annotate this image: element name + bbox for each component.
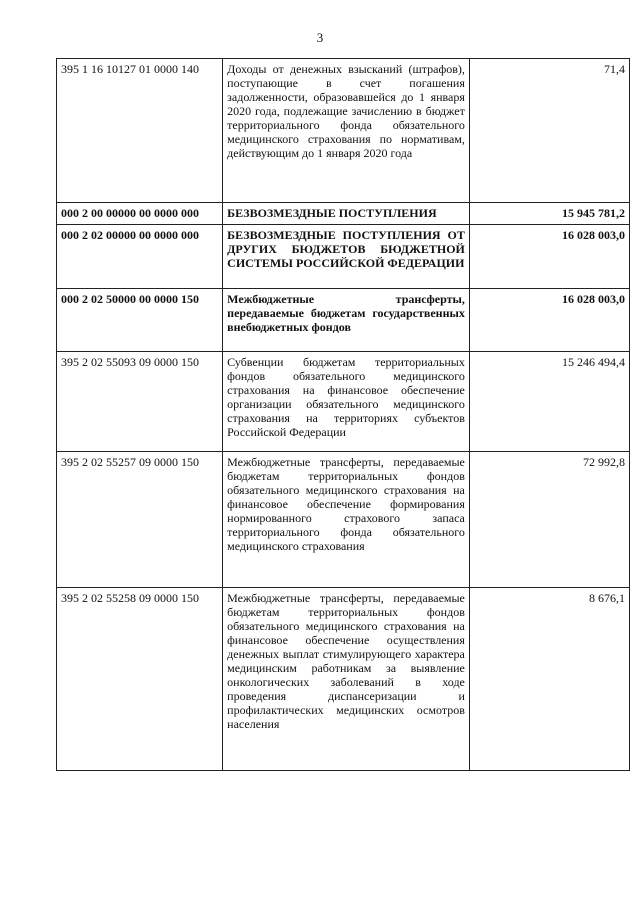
table-row [57,352,630,452]
revenue-amount: 71,4 [469,59,629,203]
table-row [57,588,630,771]
revenue-name: Межбюджетные трансферты, передаваемые бюджетам территориальных фондов обязательного медицинского страхования на финансовое обеспечение формирования нормированного страхового запаса территориального фонда обязательного медицинского страхования [223,452,470,588]
table-row [57,452,630,588]
budget-revenue-table [56,58,630,771]
revenue-name: БЕЗВОЗМЕЗДНЫЕ ПОСТУПЛЕНИЯ [223,203,470,225]
revenue-name: Доходы от денежных взысканий (штрафов), поступающие в счет погашения задолженности, образовавшейся до 1 января 2020 года, подлежащие зачислению в бюджет территориального фонда обязательного медицинского страхования по нормативам, действующим до 1 января 2020 года [223,59,470,203]
revenue-amount: 15 945 781,2 [469,203,629,225]
table-row [57,289,630,352]
table-row [57,225,630,289]
revenue-name: Межбюджетные трансферты, передаваемые бюджетам территориальных фондов обязательного медицинского страхования на финансовое обеспечение осуществления денежных выплат стимулирующего характера медицинским работникам за выявление онкологических заболеваний в ходе проведения диспансеризации и профилактических медицинских осмотров населения [223,588,470,771]
budget-code: 000 2 02 00000 00 0000 000 [57,225,223,289]
revenue-name: БЕЗВОЗМЕЗДНЫЕ ПОСТУПЛЕНИЯ ОТ ДРУГИХ БЮДЖЕТОВ БЮДЖЕТНОЙ СИСТЕМЫ РОССИЙСКОЙ ФЕДЕРАЦИИ [223,225,470,289]
revenue-amount: 15 246 494,4 [469,352,629,452]
page-number: 3 [316,30,324,45]
revenue-name: Межбюджетные трансферты, передаваемые бюджетам государственных внебюджетных фондов [223,289,470,352]
revenue-amount: 16 028 003,0 [469,225,629,289]
budget-code: 395 2 02 55258 09 0000 150 [57,588,223,771]
revenue-amount: 16 028 003,0 [469,289,629,352]
revenue-amount: 72 992,8 [469,452,629,588]
table-row [57,59,630,203]
budget-code: 395 1 16 10127 01 0000 140 [57,59,223,203]
budget-code: 000 2 00 00000 00 0000 000 [57,203,223,225]
revenue-amount: 8 676,1 [469,588,629,771]
table-row [57,203,630,225]
revenue-name: Субвенции бюджетам территориальных фондов обязательного медицинского страхования на финансовое обеспечение организации обязательного медицинского страхования на территориях субъектов Российской Федерации [223,352,470,452]
budget-code: 000 2 02 50000 00 0000 150 [57,289,223,352]
budget-code: 395 2 02 55257 09 0000 150 [57,452,223,588]
budget-code: 395 2 02 55093 09 0000 150 [57,352,223,452]
